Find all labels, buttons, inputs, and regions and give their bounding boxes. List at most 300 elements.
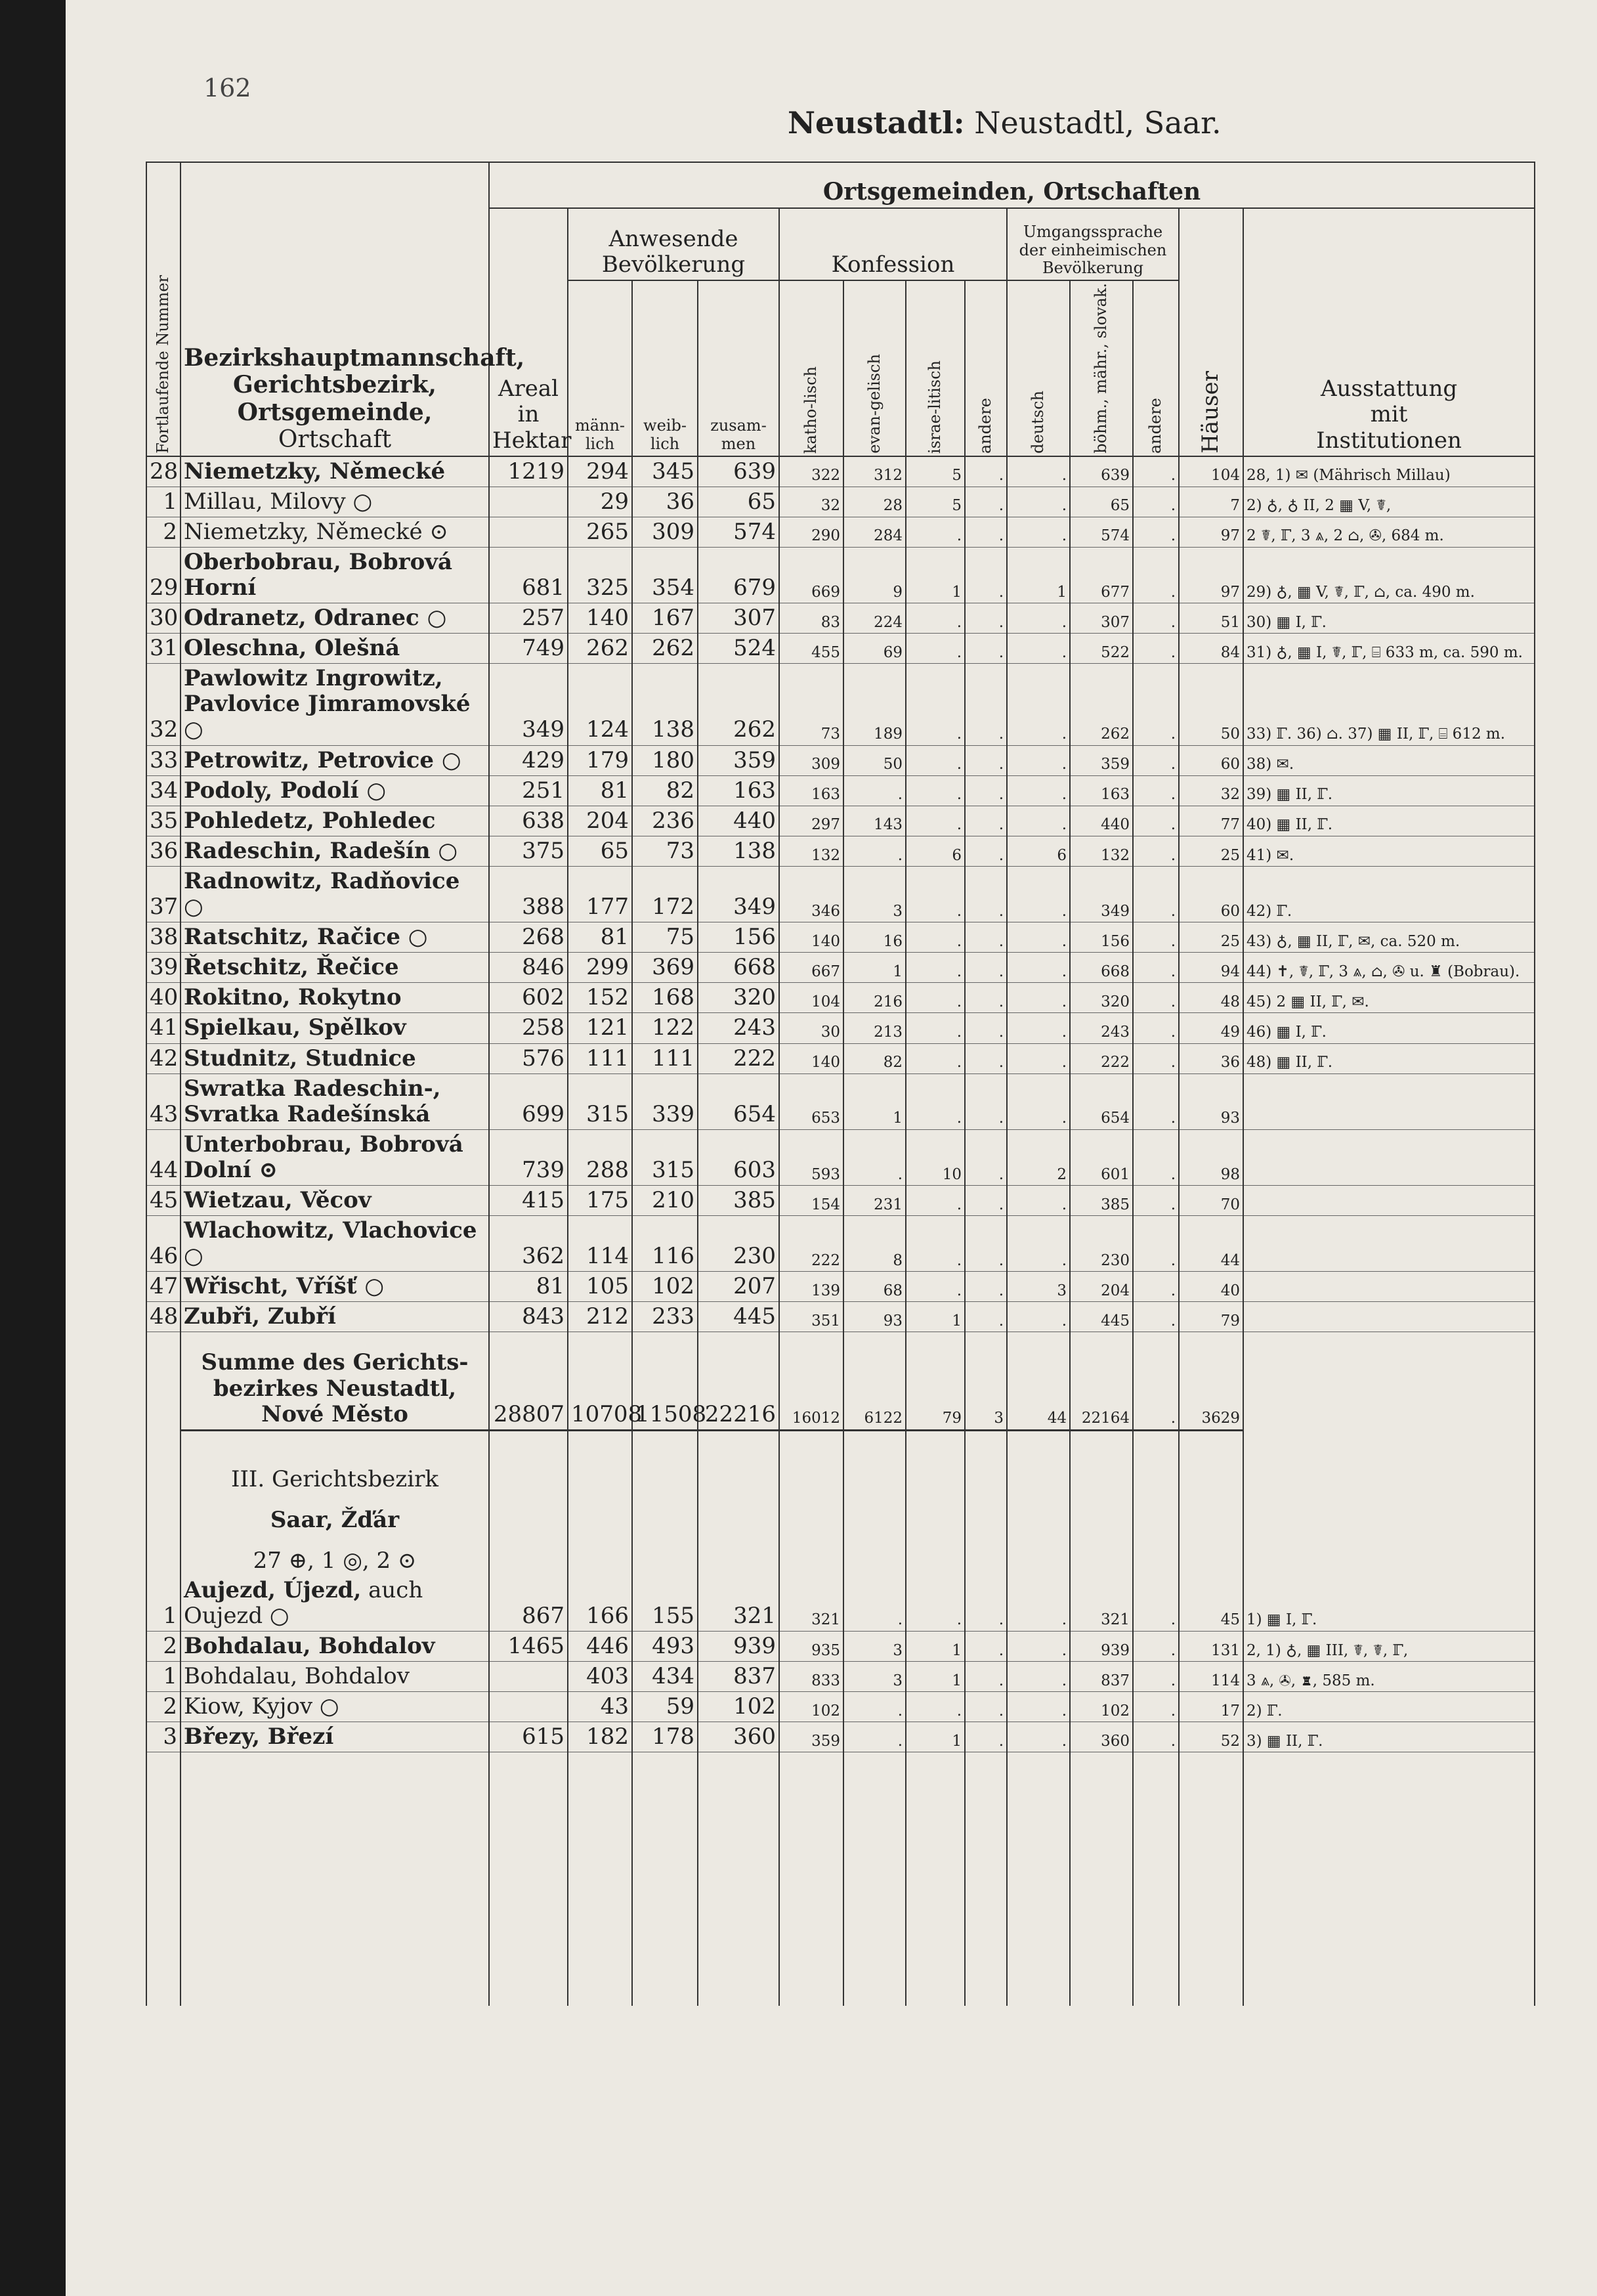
cell-kath: 140 <box>779 922 843 953</box>
place-name-bold: Radnowitz, Radňovice ○ <box>184 867 460 921</box>
cell-deu: . <box>1007 456 1070 487</box>
cell-au: . <box>1133 664 1179 745</box>
cell-boe: 163 <box>1070 775 1133 806</box>
cell-kath: 667 <box>779 953 843 983</box>
cell-m: 166 <box>568 1576 632 1632</box>
institutions-note: 41) ✉. <box>1243 836 1535 866</box>
cell-kath: 139 <box>779 1272 843 1302</box>
cell-boe: 102 <box>1070 1692 1133 1722</box>
row-number: 2 <box>146 1692 181 1722</box>
cell-evang: 68 <box>843 1272 906 1302</box>
cell-isr: . <box>906 1216 965 1272</box>
cell-w: 82 <box>632 775 698 806</box>
cell-isr: 5 <box>906 487 965 517</box>
institutions-note: 2, 1) ♁, ▦ III, ☤, ☤, ℾ, <box>1243 1631 1535 1661</box>
institutions-note: 46) ▦ I, ℾ. <box>1243 1013 1535 1043</box>
cell-areal: 846 <box>489 953 568 983</box>
cell-areal: 867 <box>489 1576 568 1632</box>
cell-w: 75 <box>632 922 698 953</box>
cell-z: 524 <box>698 634 779 664</box>
cell-evang: . <box>843 1129 906 1185</box>
cell-areal: 615 <box>489 1722 568 1752</box>
place-name <box>181 487 489 517</box>
section-heading-line3: 27 ⊕, 1 ◎, 2 ⊙ <box>181 1535 489 1576</box>
cell-z: 320 <box>698 983 779 1013</box>
cell-kath: 346 <box>779 866 843 922</box>
cell-boe: 574 <box>1070 517 1133 547</box>
cell-h: 40 <box>1179 1272 1243 1302</box>
cell-and: . <box>965 547 1007 603</box>
cell-and: . <box>965 866 1007 922</box>
cell-isr: . <box>906 866 965 922</box>
cell-deu: . <box>1007 1692 1070 1722</box>
cell-areal: 349 <box>489 664 568 745</box>
cell-and: . <box>965 1013 1007 1043</box>
running-head-place: Neustadtl: <box>788 105 965 141</box>
row-number: 36 <box>146 836 181 866</box>
cell-h: 104 <box>1179 456 1243 487</box>
cell-isr: 1 <box>906 1662 965 1692</box>
cell-z: 939 <box>698 1631 779 1661</box>
cell-kath: 653 <box>779 1073 843 1129</box>
cell-kath: 163 <box>779 775 843 806</box>
cell-isr: . <box>906 1692 965 1722</box>
place-name-bold: Wietzau, Věcov <box>184 1186 372 1213</box>
cell-z: 679 <box>698 547 779 603</box>
cell-areal: 81 <box>489 1272 568 1302</box>
row-number: 30 <box>146 603 181 634</box>
row-number: 31 <box>146 634 181 664</box>
cell-w: 155 <box>632 1576 698 1632</box>
cell-h: 36 <box>1179 1043 1243 1073</box>
cell-h: 60 <box>1179 866 1243 922</box>
cell-and: . <box>965 517 1007 547</box>
institutions-note: 44) ✝, ☤, ℾ, 3 ⩓, ⌂, ✇ u. ♜ (Bobrau). <box>1243 953 1535 983</box>
table-row <box>146 487 1535 517</box>
place-name-bold: Studnitz, Studnice <box>184 1045 416 1072</box>
cell-areal: 415 <box>489 1185 568 1215</box>
cell-isr: . <box>906 983 965 1013</box>
table-row <box>146 1073 1535 1129</box>
cell-boe: 230 <box>1070 1216 1133 1272</box>
cell-isr: . <box>906 603 965 634</box>
cell-and: . <box>965 922 1007 953</box>
cell-and: . <box>965 1692 1007 1722</box>
institutions-note: 39) ▦ II, ℾ. <box>1243 775 1535 806</box>
cell-isr: 1 <box>906 547 965 603</box>
row-number: 48 <box>146 1302 181 1332</box>
cell-w: 345 <box>632 456 698 487</box>
cell-deu: . <box>1007 1722 1070 1752</box>
place-name <box>181 806 489 836</box>
cell-m: 446 <box>568 1631 632 1661</box>
cell-kath: 290 <box>779 517 843 547</box>
cell-isr: . <box>906 1013 965 1043</box>
row-number: 42 <box>146 1043 181 1073</box>
cell-boe: 440 <box>1070 806 1133 836</box>
cell-isr: . <box>906 1185 965 1215</box>
cell-kath: 73 <box>779 664 843 745</box>
statistics-table-wrapper <box>146 162 1523 2144</box>
row-number: 2 <box>146 1631 181 1661</box>
place-name-bold: Niemetzky, Německé <box>184 458 446 485</box>
cell-boe: 522 <box>1070 634 1133 664</box>
institutions-note: 1) ▦ I, ℾ. <box>1243 1576 1535 1632</box>
place-name <box>181 1662 489 1692</box>
cell-isr: 10 <box>906 1129 965 1185</box>
cell-z: 243 <box>698 1013 779 1043</box>
institutions-note: 42) ℾ. <box>1243 866 1535 922</box>
cell-boe: 360 <box>1070 1722 1133 1752</box>
cell-m: 179 <box>568 745 632 775</box>
cell-m: 177 <box>568 866 632 922</box>
cell-evang: . <box>843 1692 906 1722</box>
institutions-note: 3) ▦ II, ℾ. <box>1243 1722 1535 1752</box>
institutions-note: 33) ℾ. 36) ⌂. 37) ▦ II, ℾ, ⌸ 612 m. <box>1243 664 1535 745</box>
cell-isr: . <box>906 745 965 775</box>
cell-isr: . <box>906 953 965 983</box>
cell-areal <box>489 1692 568 1722</box>
cell-h: 84 <box>1179 634 1243 664</box>
cell-deu: 6 <box>1007 836 1070 866</box>
cell-h: 60 <box>1179 745 1243 775</box>
cell-h: 93 <box>1179 1073 1243 1129</box>
cell-au: . <box>1133 806 1179 836</box>
cell-and: . <box>965 953 1007 983</box>
institutions-note: 31) ♁, ▦ I, ☤, ℾ, ⌸ 633 m, ca. 590 m. <box>1243 634 1535 664</box>
place-name-bold: Oberbobrau, Bobrová Horní <box>184 548 453 601</box>
table-row <box>146 456 1535 487</box>
summe-areal: 28807 <box>489 1348 568 1430</box>
cell-h: 44 <box>1179 1216 1243 1272</box>
cell-isr: . <box>906 1576 965 1632</box>
cell-areal <box>489 517 568 547</box>
cell-m: 204 <box>568 806 632 836</box>
cell-evang: 8 <box>843 1216 906 1272</box>
cell-z: 163 <box>698 775 779 806</box>
cell-m: 182 <box>568 1722 632 1752</box>
place-name-bold: Wlachowitz, Vlachovice ○ <box>184 1217 477 1270</box>
cell-w: 138 <box>632 664 698 745</box>
place-name-bold: Bohdalau, Bohdalov <box>184 1632 435 1659</box>
table-row <box>146 745 1535 775</box>
cell-h: 70 <box>1179 1185 1243 1215</box>
cell-evang: 3 <box>843 1662 906 1692</box>
place-name <box>181 922 489 953</box>
header-bezirk: Bezirkshauptmannschaft, Gerichtsbezirk, Ortsgemeinde, Ortschaft <box>181 162 489 456</box>
row-number: 38 <box>146 922 181 953</box>
place-name <box>181 1185 489 1215</box>
cell-m: 140 <box>568 603 632 634</box>
row-number: 41 <box>146 1013 181 1043</box>
place-name-plain: auch Oujezd ○ <box>184 1576 423 1629</box>
cell-m: 65 <box>568 836 632 866</box>
institutions-note: 2) ♁, ♁ II, 2 ▦ V, ☤, <box>1243 487 1535 517</box>
institutions-note: 40) ▦ II, ℾ. <box>1243 806 1535 836</box>
institutions-note <box>1243 1272 1535 1302</box>
cell-m: 265 <box>568 517 632 547</box>
cell-au: . <box>1133 603 1179 634</box>
place-name <box>181 1216 489 1272</box>
row-number: 1 <box>146 487 181 517</box>
cell-w: 180 <box>632 745 698 775</box>
cell-kath: 222 <box>779 1216 843 1272</box>
cell-z: 156 <box>698 922 779 953</box>
summe-evang: 6122 <box>843 1348 906 1430</box>
cell-kath: 833 <box>779 1662 843 1692</box>
place-name <box>181 456 489 487</box>
place-name-bold: Ratschitz, Račice ○ <box>184 924 428 951</box>
cell-deu: . <box>1007 1216 1070 1272</box>
cell-h: 50 <box>1179 664 1243 745</box>
place-name <box>181 745 489 775</box>
cell-z: 230 <box>698 1216 779 1272</box>
place-name-bold: Radeschin, Radešín ○ <box>184 837 458 864</box>
cell-m: 152 <box>568 983 632 1013</box>
header-maennlich: männ-lich <box>568 280 632 456</box>
cell-w: 36 <box>632 487 698 517</box>
cell-boe: 654 <box>1070 1073 1133 1129</box>
place-name <box>181 1722 489 1752</box>
institutions-note <box>1243 1302 1535 1332</box>
institutions-note: 38) ✉. <box>1243 745 1535 775</box>
cell-isr: . <box>906 1073 965 1129</box>
cell-kath: 455 <box>779 634 843 664</box>
cell-boe: 639 <box>1070 456 1133 487</box>
table-row <box>146 806 1535 836</box>
cell-and: . <box>965 1272 1007 1302</box>
row-number: 28 <box>146 456 181 487</box>
cell-deu: . <box>1007 983 1070 1013</box>
cell-and: . <box>965 1073 1007 1129</box>
cell-deu: . <box>1007 603 1070 634</box>
cell-and: . <box>965 456 1007 487</box>
table-row <box>146 922 1535 953</box>
cell-h: 25 <box>1179 922 1243 953</box>
cell-isr: . <box>906 922 965 953</box>
section-heading-line2: Saar, Žďár <box>181 1494 489 1535</box>
cell-areal: 739 <box>489 1129 568 1185</box>
place-name <box>181 517 489 547</box>
table-row <box>146 866 1535 922</box>
cell-evang: 93 <box>843 1302 906 1332</box>
cell-kath: 593 <box>779 1129 843 1185</box>
cell-areal: 1219 <box>489 456 568 487</box>
cell-m: 315 <box>568 1073 632 1129</box>
header-deutsch: deutsch <box>1007 280 1070 456</box>
cell-isr: 1 <box>906 1631 965 1661</box>
cell-isr: 1 <box>906 1722 965 1752</box>
cell-boe: 677 <box>1070 547 1133 603</box>
cell-boe: 262 <box>1070 664 1133 745</box>
cell-m: 81 <box>568 922 632 953</box>
cell-and: . <box>965 1302 1007 1332</box>
cell-w: 59 <box>632 1692 698 1722</box>
institutions-note: 45) 2 ▦ II, ℾ, ✉. <box>1243 983 1535 1013</box>
cell-isr: . <box>906 1272 965 1302</box>
row-number: 45 <box>146 1185 181 1215</box>
cell-au: . <box>1133 456 1179 487</box>
cell-au: . <box>1133 1272 1179 1302</box>
cell-w: 178 <box>632 1722 698 1752</box>
row-number: 46 <box>146 1216 181 1272</box>
cell-areal: 699 <box>489 1073 568 1129</box>
summe-h: 3629 <box>1179 1348 1243 1430</box>
cell-areal: 1465 <box>489 1631 568 1661</box>
table-row <box>146 1272 1535 1302</box>
cell-boe: 204 <box>1070 1272 1133 1302</box>
cell-deu: . <box>1007 953 1070 983</box>
place-name <box>181 1631 489 1661</box>
cell-deu: 1 <box>1007 547 1070 603</box>
cell-z: 321 <box>698 1576 779 1632</box>
table-tail <box>146 1752 1535 2006</box>
table-row <box>146 1013 1535 1043</box>
cell-h: 97 <box>1179 517 1243 547</box>
table-row <box>146 1302 1535 1332</box>
place-name <box>181 953 489 983</box>
cell-evang: 312 <box>843 456 906 487</box>
cell-kath: 351 <box>779 1302 843 1332</box>
row-number: 1 <box>146 1576 181 1632</box>
cell-kath: 140 <box>779 1043 843 1073</box>
cell-h: 51 <box>1179 603 1243 634</box>
header-weiblich: weib-lich <box>632 280 698 456</box>
cell-boe: 445 <box>1070 1302 1133 1332</box>
cell-evang: 9 <box>843 547 906 603</box>
statistics-table <box>146 162 1535 2006</box>
cell-deu: . <box>1007 1576 1070 1632</box>
place-name <box>181 983 489 1013</box>
cell-h: 52 <box>1179 1722 1243 1752</box>
place-name-bold: Unterbobrau, Bobrová Dolní ⊙ <box>184 1131 463 1183</box>
cell-boe: 385 <box>1070 1185 1133 1215</box>
cell-areal: 681 <box>489 547 568 603</box>
place-name <box>181 1073 489 1129</box>
cell-deu: . <box>1007 664 1070 745</box>
cell-au: . <box>1133 983 1179 1013</box>
cell-kath: 102 <box>779 1692 843 1722</box>
cell-au: . <box>1133 634 1179 664</box>
cell-kath: 132 <box>779 836 843 866</box>
cell-boe: 65 <box>1070 487 1133 517</box>
cell-boe: 668 <box>1070 953 1133 983</box>
row-number: 40 <box>146 983 181 1013</box>
cell-boe: 939 <box>1070 1631 1133 1661</box>
place-name-bold: Aujezd, Újezd, <box>184 1576 362 1603</box>
cell-isr: 5 <box>906 456 965 487</box>
cell-and: . <box>965 1576 1007 1632</box>
table-body-saar <box>146 1576 1535 1752</box>
header-umgangssprache: Umgangssprache der einheimischen Bevölkerung <box>1007 208 1179 280</box>
cell-boe: 601 <box>1070 1129 1133 1185</box>
cell-and: . <box>965 664 1007 745</box>
cell-boe: 359 <box>1070 745 1133 775</box>
cell-au: . <box>1133 517 1179 547</box>
header-anwesende: Anwesende Bevölkerung <box>568 208 779 280</box>
cell-z: 222 <box>698 1043 779 1073</box>
place-name-bold: Pawlowitz Ingrowitz, Pavlovice Jimramovské ○ <box>184 665 471 743</box>
cell-m: 325 <box>568 547 632 603</box>
cell-h: 17 <box>1179 1692 1243 1722</box>
cell-w: 116 <box>632 1216 698 1272</box>
cell-evang: 50 <box>843 745 906 775</box>
summe-z: 22216 <box>698 1348 779 1430</box>
cell-deu: 2 <box>1007 1129 1070 1185</box>
cell-au: . <box>1133 1129 1179 1185</box>
table-row <box>146 664 1535 745</box>
cell-boe: 222 <box>1070 1043 1133 1073</box>
cell-and: . <box>965 775 1007 806</box>
place-name <box>181 664 489 745</box>
cell-z: 445 <box>698 1302 779 1332</box>
cell-z: 440 <box>698 806 779 836</box>
cell-evang: 231 <box>843 1185 906 1215</box>
cell-au: . <box>1133 1631 1179 1661</box>
summe-row <box>146 1348 1535 1430</box>
cell-w: 102 <box>632 1272 698 1302</box>
cell-boe: 243 <box>1070 1013 1133 1043</box>
cell-deu: . <box>1007 1662 1070 1692</box>
cell-isr: . <box>906 634 965 664</box>
cell-evang: 284 <box>843 517 906 547</box>
cell-isr: . <box>906 806 965 836</box>
cell-au: . <box>1133 745 1179 775</box>
cell-m: 294 <box>568 456 632 487</box>
cell-and: . <box>965 1185 1007 1215</box>
cell-evang: 1 <box>843 953 906 983</box>
cell-kath: 669 <box>779 547 843 603</box>
cell-au: . <box>1133 1185 1179 1215</box>
cell-au: . <box>1133 1662 1179 1692</box>
header-evangelisch: evan-gelisch <box>843 280 906 456</box>
cell-deu: . <box>1007 922 1070 953</box>
cell-and: . <box>965 983 1007 1013</box>
cell-w: 339 <box>632 1073 698 1129</box>
place-name <box>181 1013 489 1043</box>
table-row <box>146 603 1535 634</box>
institutions-note: 2 ☤, ℾ, 3 ⩓, 2 ⌂, ✇, 684 m. <box>1243 517 1535 547</box>
cell-m: 81 <box>568 775 632 806</box>
cell-and: . <box>965 745 1007 775</box>
cell-evang: . <box>843 1722 906 1752</box>
cell-z: 65 <box>698 487 779 517</box>
cell-kath: 309 <box>779 745 843 775</box>
cell-areal: 843 <box>489 1302 568 1332</box>
cell-isr: 1 <box>906 1302 965 1332</box>
institutions-note <box>1243 1216 1535 1272</box>
cell-au: . <box>1133 866 1179 922</box>
cell-w: 369 <box>632 953 698 983</box>
place-name-plain: Millau, Milovy ○ <box>184 488 373 515</box>
page-number: 162 <box>203 74 251 102</box>
cell-au: . <box>1133 1302 1179 1332</box>
cell-h: 77 <box>1179 806 1243 836</box>
cell-z: 349 <box>698 866 779 922</box>
cell-boe: 307 <box>1070 603 1133 634</box>
cell-evang: 3 <box>843 1631 906 1661</box>
place-name <box>181 547 489 603</box>
institutions-note: 30) ▦ I, ℾ. <box>1243 603 1535 634</box>
cell-h: 49 <box>1179 1013 1243 1043</box>
cell-au: . <box>1133 487 1179 517</box>
header-fortlaufende-nummer: Fortlaufende Nummer <box>146 162 181 456</box>
place-name <box>181 1272 489 1302</box>
table-row <box>146 953 1535 983</box>
cell-areal: 429 <box>489 745 568 775</box>
place-name-bold: Podoly, Podolí ○ <box>184 777 386 804</box>
summe-w: 11508 <box>632 1348 698 1430</box>
